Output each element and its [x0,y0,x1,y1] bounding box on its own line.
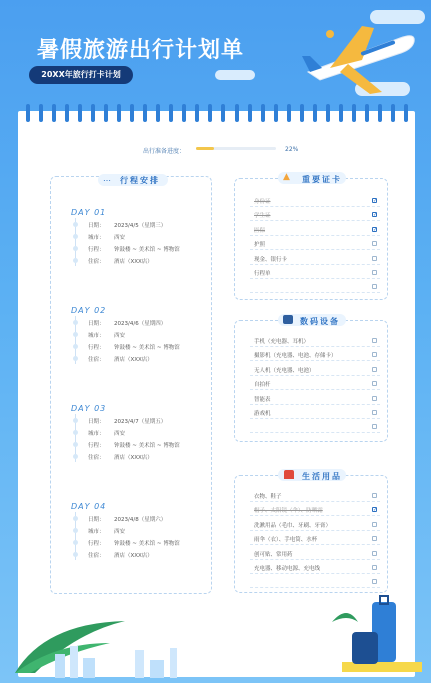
field-value-date: 2023/4/7（星期五） [114,419,167,425]
binder-ring [104,104,108,122]
checklist-item: 摄影机（充电器、电池、存储卡） [254,353,337,360]
progress-bar [196,147,276,150]
checkbox[interactable] [372,493,377,498]
camera-icon [283,315,293,324]
subtitle-pill: 20XX年旅行打卡计划 [29,66,133,84]
binder-ring [130,104,134,122]
checklist-item: 充电器、移动电源、充电线 [254,566,321,572]
field-value-stay: 酒店（XXX店） [114,553,153,559]
day-label: DAY 04 [71,502,107,511]
timeline-dot [73,332,78,337]
field-value-route: 钟鼓楼 ~ 美术馆 ~ 博物馆 [114,345,180,351]
field-value-city: 西安 [114,235,126,241]
field-label-date: 日期： [88,419,105,425]
field-value-route: 钟鼓楼 ~ 美术馆 ~ 博物馆 [114,443,180,449]
checkbox[interactable]: ✓ [373,507,378,514]
divider [250,544,380,545]
daily-title: 生活用品 [302,472,342,481]
checkbox[interactable] [372,522,377,527]
checklist-item: 护照 [254,242,266,249]
page-title: 暑假旅游出行计划单 [37,38,245,63]
timeline-dot [73,344,78,349]
itinerary-title: 行程安排 [120,176,160,185]
timeline-dot [73,552,78,557]
field-label-stay: 住宿： [88,553,105,559]
divider [250,587,380,588]
checklist-item: 智能表 [254,396,271,403]
digital-title: 数码设备 [300,317,340,326]
binder-ring [169,104,173,122]
checkbox[interactable] [372,241,377,246]
binder-ring [300,104,304,122]
binder-ring [143,104,147,122]
documents-title: 重要证卡 [302,175,342,184]
binder-rings [26,104,408,126]
checkbox[interactable] [372,410,377,415]
checklist-item: 游戏机 [254,411,271,417]
binder-ring [221,104,225,122]
binder-ring [274,104,278,122]
checklist-item: 行程单 [254,271,271,277]
divider [250,573,380,574]
checklist-item: 医保 [254,227,266,234]
checkbox[interactable] [372,381,377,386]
checklist-item: 帽子、太阳镜（伞）、防晒霜 [254,508,323,515]
binder-ring [391,104,395,122]
divider [250,432,380,433]
timeline-dot [73,528,78,533]
checkbox[interactable] [372,352,377,357]
binder-ring [378,104,382,122]
binder-ring [91,104,95,122]
field-label-stay: 住宿： [88,259,105,265]
field-value-route: 钟鼓楼 ~ 美术馆 ~ 博物馆 [114,541,180,547]
binder-ring [39,104,43,122]
timeline-dot [73,222,78,227]
divider [250,530,380,531]
checkbox[interactable] [372,367,377,372]
divider [250,360,380,361]
progress-label: 出行准备进度： [143,148,186,155]
binder-ring [261,104,265,122]
checklist-item: 创可贴、常用药 [254,551,293,558]
field-value-route: 钟鼓楼 ~ 美术馆 ~ 博物馆 [114,247,180,253]
bell-icon: ▲ [283,172,290,182]
field-label-date: 日期： [88,517,105,523]
timeline-dot [73,234,78,239]
binder-ring [195,104,199,122]
checkbox[interactable]: ✓ [373,212,378,219]
binder-ring [78,104,82,122]
field-label-stay: 住宿： [88,455,105,461]
binder-ring [339,104,343,122]
field-value-city: 西安 [114,431,126,437]
timeline-dot [73,516,78,521]
checklist-item: 洗漱用品（毛巾、牙刷、牙膏） [254,522,332,529]
field-label-route: 行程： [88,345,105,351]
luggage-illustration [322,592,422,672]
divider [250,292,380,293]
checklist-item: 身份证 [254,199,271,205]
divider [250,206,380,207]
binder-ring [287,104,291,122]
divider [250,501,380,502]
timeline-dot [73,454,78,459]
checkbox[interactable] [372,551,377,556]
checklist-item: 雨伞（衣）、手电筒、水杯 [254,537,318,544]
checkbox[interactable] [372,424,377,429]
divider [250,249,380,250]
field-value-city: 西安 [114,529,126,535]
binder-ring [235,104,239,122]
binder-ring [313,104,317,122]
day-label: DAY 02 [71,306,107,315]
timeline-dot [73,246,78,251]
binder-ring [156,104,160,122]
field-label-route: 行程： [88,443,105,449]
checkbox[interactable] [372,256,377,261]
checklist-item: 无人机（充电器、电池） [254,367,315,374]
checkbox[interactable]: ✓ [373,226,378,233]
timeline-dot [73,356,78,361]
binder-ring [326,104,330,122]
checklist-item: 自拍杆 [254,382,271,389]
timeline-dot [73,418,78,423]
day-label: DAY 01 [71,208,107,217]
checklist-item: 手机（充电器、耳机） [254,339,310,345]
shirt-icon [284,470,294,479]
field-label-date: 日期： [88,321,105,327]
day-label: DAY 03 [71,404,107,413]
field-label-route: 行程： [88,247,105,253]
field-value-stay: 酒店（XXX店） [114,455,153,461]
checkbox[interactable] [372,284,377,289]
divider [250,418,380,419]
field-label-city: 城市： [88,431,105,437]
checklist-item: 衣物、鞋子 [254,494,282,500]
checklist-item: 学生证 [254,213,271,220]
progress-fill [196,147,214,150]
timeline-dot [73,258,78,263]
divider [250,389,380,390]
dots-icon: … [103,174,111,183]
binder-ring [65,104,69,122]
binder-ring [26,104,30,122]
checkbox[interactable]: ✓ [373,198,378,204]
divider [250,346,380,347]
timeline-dot [73,442,78,447]
divider [250,375,380,376]
airplane-illustration [300,20,420,100]
binder-ring [182,104,186,122]
checklist-item: 现金、银行卡 [254,256,288,263]
field-label-city: 城市： [88,333,105,339]
binder-ring [248,104,252,122]
binder-ring [365,104,369,122]
timeline-dot [73,430,78,435]
binder-ring [352,104,356,122]
checkbox[interactable] [372,536,377,541]
timeline-dot [73,540,78,545]
timeline-dot [73,320,78,325]
binder-ring [404,104,408,122]
cloud [215,70,255,80]
field-value-stay: 酒店（XXX店） [114,357,153,363]
field-value-city: 西安 [114,333,126,339]
field-label-route: 行程： [88,541,105,547]
divider [250,515,380,516]
field-label-date: 日期： [88,223,105,229]
checkbox[interactable] [372,396,377,401]
checkbox[interactable] [372,579,377,584]
field-value-date: 2023/4/8（星期六） [114,517,167,523]
divider [250,264,380,265]
checkbox[interactable] [372,338,377,343]
divider [250,404,380,405]
binder-ring [52,104,56,122]
field-label-stay: 住宿： [88,357,105,363]
city-skyline-illustration [15,640,215,678]
divider [250,235,380,236]
field-value-stay: 酒店（XXX店） [114,259,153,265]
checkbox[interactable] [372,565,377,570]
divider [250,559,380,560]
field-value-date: 2023/4/6（星期四） [114,321,167,327]
field-label-city: 城市： [88,529,105,535]
divider [250,278,380,279]
field-label-city: 城市： [88,235,105,241]
checkbox[interactable] [372,270,377,275]
divider [250,220,380,221]
binder-ring [208,104,212,122]
binder-ring [117,104,121,122]
progress-percent: 22% [285,146,299,153]
field-value-date: 2023/4/5（星期三） [114,223,167,229]
